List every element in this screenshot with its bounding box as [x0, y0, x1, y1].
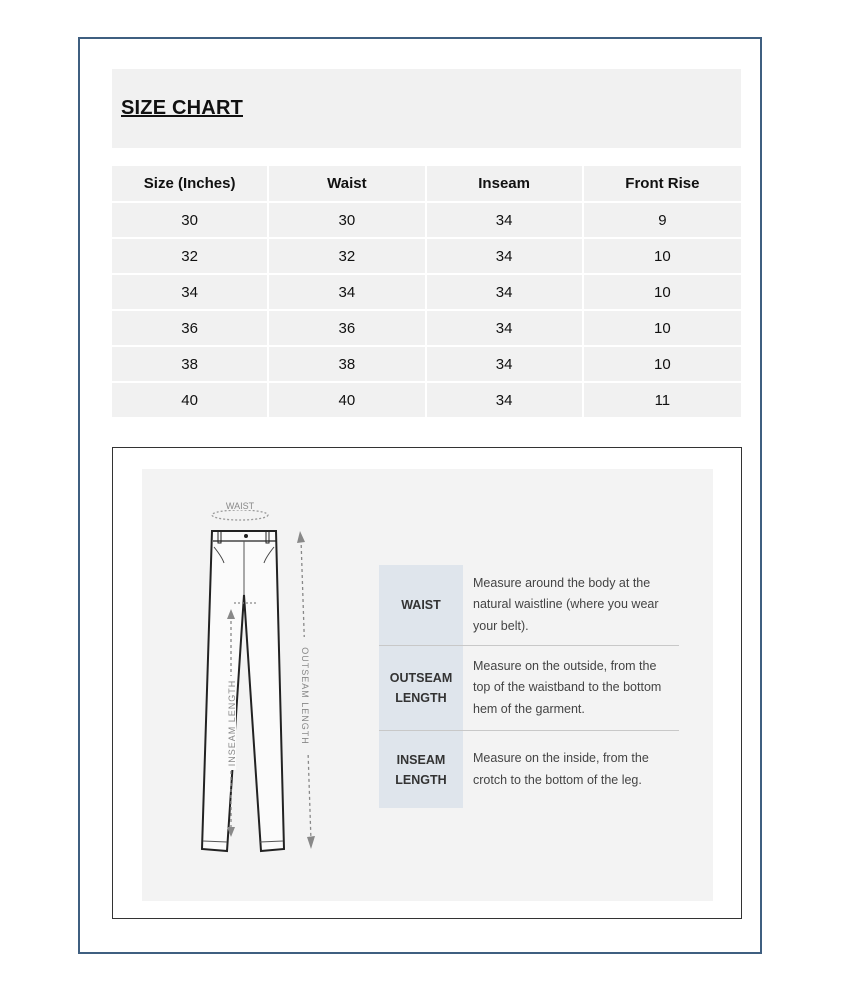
measurement-row-outseam [379, 646, 679, 731]
measurement-description: Measure around the body at the natural waistline (where you wear your belt). [473, 576, 659, 633]
cell-waist: 38 [269, 347, 426, 383]
table-row [112, 239, 741, 275]
pants-diagram [194, 491, 334, 861]
cell-inseam: 34 [427, 275, 584, 311]
cell-size: 32 [112, 239, 269, 275]
page-title: SIZE CHART [121, 97, 243, 119]
inseam-diagram-label: INSEAM LENGTH [227, 679, 237, 767]
measurement-description: Measure on the outside, from the top of the waistband to the bottom hem of the garment. [473, 659, 662, 716]
header-front-rise: Front Rise [584, 166, 741, 203]
measurement-definitions [379, 565, 679, 808]
cell-size: 30 [112, 203, 269, 239]
header-waist: Waist [269, 166, 426, 203]
header-size: Size (Inches) [112, 166, 269, 203]
cell-waist: 36 [269, 311, 426, 347]
outseam-diagram-label: OUTSEAM LENGTH [300, 647, 310, 745]
header-inseam: Inseam [427, 166, 584, 203]
cell-inseam: 34 [427, 311, 584, 347]
table-row [112, 275, 741, 311]
measurement-row-waist [379, 565, 679, 646]
size-table [112, 166, 741, 419]
cell-size: 34 [112, 275, 269, 311]
table-row [112, 203, 741, 239]
cell-inseam: 34 [427, 239, 584, 275]
cell-inseam: 34 [427, 203, 584, 239]
waist-diagram-label: WAIST [225, 501, 255, 511]
cell-front-rise: 10 [584, 347, 741, 383]
cell-waist: 40 [269, 383, 426, 419]
cell-inseam: 34 [427, 383, 584, 419]
cell-front-rise: 10 [584, 239, 741, 275]
cell-waist: 34 [269, 275, 426, 311]
cell-size: 36 [112, 311, 269, 347]
cell-waist: 30 [269, 203, 426, 239]
measurement-row-inseam [379, 731, 679, 808]
cell-front-rise: 9 [584, 203, 741, 239]
outseam-arrow-head-top [297, 531, 305, 543]
table-header-row [112, 166, 741, 203]
measurement-guide [112, 447, 742, 919]
cell-inseam: 34 [427, 347, 584, 383]
table-row [112, 383, 741, 419]
table-row [112, 347, 741, 383]
cell-size: 38 [112, 347, 269, 383]
measurement-label: OUTSEAM LENGTH [379, 646, 463, 730]
title-band [112, 69, 741, 148]
measurement-description: Measure on the inside, from the crotch to the bottom of the leg. [473, 751, 649, 787]
cell-front-rise: 10 [584, 311, 741, 347]
outseam-arrow-head-bottom [307, 836, 315, 849]
cell-front-rise: 11 [584, 383, 741, 419]
cell-waist: 32 [269, 239, 426, 275]
cell-front-rise: 10 [584, 275, 741, 311]
waist-measure-ellipse [212, 510, 268, 520]
measurement-guide-panel [142, 469, 713, 901]
pants-outline [202, 531, 284, 851]
table-row [112, 311, 741, 347]
measurement-label: INSEAM LENGTH [379, 731, 463, 808]
button-icon [244, 534, 248, 538]
cell-size: 40 [112, 383, 269, 419]
measurement-label: WAIST [379, 565, 463, 645]
